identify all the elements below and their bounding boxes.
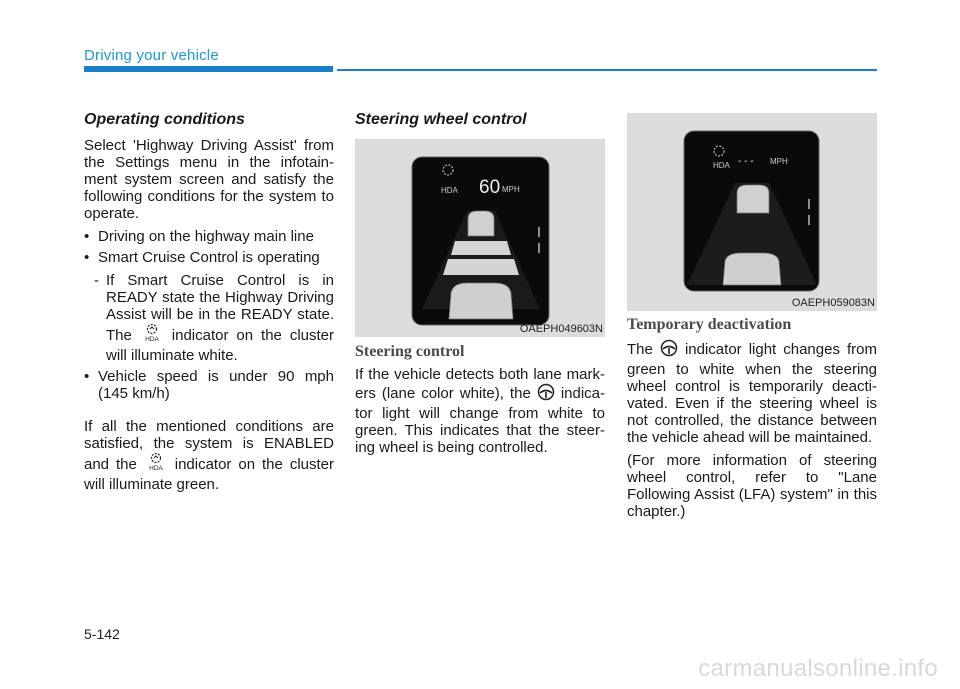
right-column-body <box>627 316 877 526</box>
conditions-list <box>84 228 334 266</box>
deactivation-text-before: The <box>627 341 653 358</box>
steering-wheel-control-heading: Steering wheel control <box>355 111 527 128</box>
ready-note-before: If Smart Cruise Control is in READY state the Highway Driving Assist will be in the READY state. The <box>106 272 334 344</box>
gap-bar-1 <box>451 241 511 255</box>
middle-column-heading-wrap <box>355 111 605 137</box>
ready-state-note <box>84 272 334 364</box>
cluster-display-1 <box>355 139 605 337</box>
hda-icon-label: HDA <box>144 336 159 343</box>
steering-control-text <box>355 366 605 456</box>
cluster-figure-2 <box>627 113 877 311</box>
deactivation-text-after: indicator light changes from green to white when the steering wheel control is temporarily deacti-vated. Even if the steering wheel is not controlled, the distance between the vehicle ahead will be maintained. <box>627 341 877 446</box>
hda-icon-label: HDA <box>148 465 163 472</box>
hda-label: HDA <box>713 161 730 170</box>
steering-wheel-indicator-icon <box>537 383 555 405</box>
speed-unit: MPH <box>770 157 788 166</box>
own-vehicle-icon <box>723 253 781 285</box>
temporary-deactivation-subheading: Temporary deactivation <box>627 316 792 333</box>
condition-scc-text: Smart Cruise Control is operating <box>98 249 320 266</box>
figure-caption-1: OAEPH049603N <box>519 323 603 335</box>
watermark: carmanualsonline.info <box>698 655 938 682</box>
figure-caption-2: OAEPH059083N <box>791 297 875 309</box>
steering-control-subheading: Steering control <box>355 343 465 360</box>
steering-text-after: indica-tor light will change from white to green. This indicates that the steer-ing wheel is being controlled. <box>355 385 605 456</box>
middle-column-body <box>355 343 605 462</box>
left-column <box>84 111 334 499</box>
operating-conditions-heading: Operating conditions <box>84 111 245 128</box>
steering-wheel-indicator-icon <box>660 339 678 361</box>
condition-scc <box>84 249 334 266</box>
condition-speed: • Vehicle speed is under 90 mph (145 km/h) <box>84 368 334 402</box>
lfa-reference-note: (For more information of steering wheel control, refer to "Lane Following Assist (LFA) system" in this chapter.) <box>627 452 877 520</box>
gap-bar-2 <box>443 259 519 275</box>
speed-value: 60 <box>479 177 501 198</box>
ready-note-after: indicator on the cluster will illuminate white. <box>106 327 335 364</box>
outro-before: If all the mentioned conditions are satisfied, the system is ENABLED and the <box>84 418 334 473</box>
cluster-display-2 <box>627 113 877 311</box>
hda-indicator-icon <box>140 323 164 347</box>
own-vehicle-icon <box>449 283 513 319</box>
cluster-figure-1 <box>355 139 605 337</box>
conditions-list-2 <box>84 368 334 402</box>
lead-vehicle-icon <box>737 185 769 213</box>
condition-highway: • Driving on the highway main line <box>84 228 334 245</box>
section-title: Driving your vehicle <box>84 47 219 64</box>
header-rule-thick <box>84 66 333 72</box>
speed-value: - - - <box>738 156 754 167</box>
outro-after: indicator on the cluster will illuminate green. <box>84 456 334 493</box>
outro-text <box>84 418 334 493</box>
intro-text: Select 'Highway Driving Assist' from the Settings menu in the infotain-ment system screen and satisfy the following conditions for the system to operate. <box>84 137 334 222</box>
page-number: 5-142 <box>84 626 120 642</box>
hda-label: HDA <box>441 186 458 195</box>
header-rule-thin <box>337 69 877 71</box>
steering-text-before: If the vehicle detects both lane mark-ers (lane color white), the <box>355 366 605 402</box>
hda-indicator-icon <box>144 452 168 476</box>
temporary-deactivation-text <box>627 339 877 446</box>
lead-vehicle-icon <box>468 211 494 236</box>
speed-unit: MPH <box>502 185 520 194</box>
